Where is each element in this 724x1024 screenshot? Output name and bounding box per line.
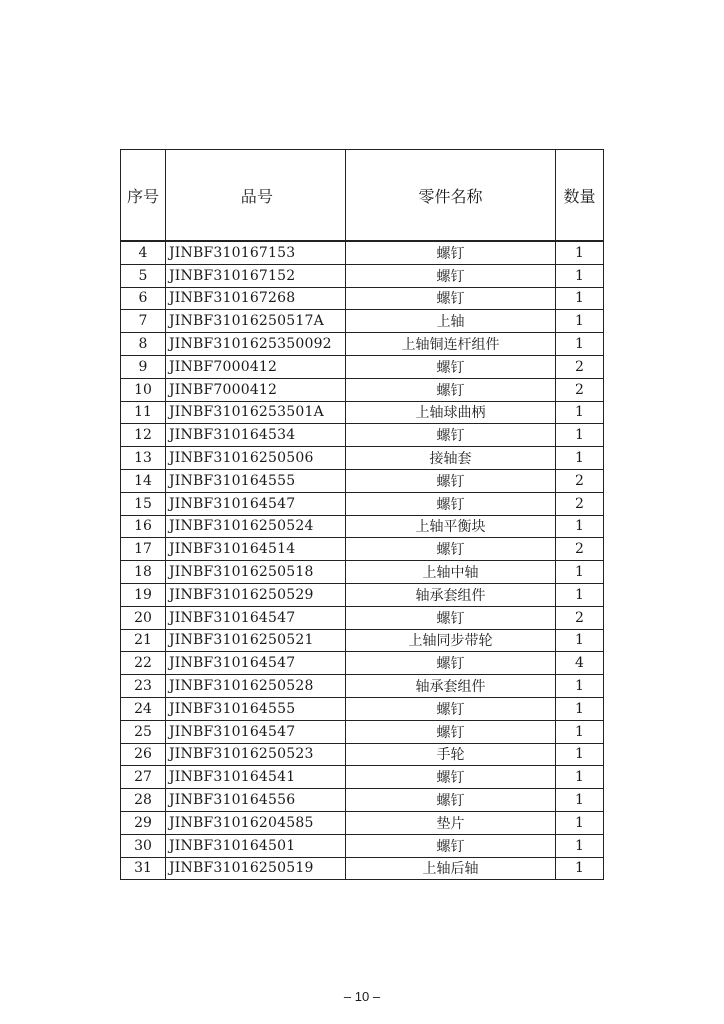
- row-seq: 26: [121, 743, 166, 766]
- row-quantity: 1: [556, 811, 604, 834]
- row-part-number: JINBF31016250518: [166, 561, 346, 584]
- page-number: – 10 –: [343, 989, 381, 1004]
- row-quantity: 1: [556, 766, 604, 789]
- row-part-name: 接轴套: [346, 447, 556, 470]
- row-part-number: JINBF31016250524: [166, 515, 346, 538]
- row-quantity: 2: [556, 355, 604, 378]
- row-seq: 24: [121, 697, 166, 720]
- table-row: [121, 743, 604, 766]
- row-part-name: 螺钉: [346, 424, 556, 447]
- table-row: [121, 469, 604, 492]
- row-part-name: 螺钉: [346, 697, 556, 720]
- table-row: [121, 378, 604, 401]
- row-seq: 12: [121, 424, 166, 447]
- row-quantity: 1: [556, 401, 604, 424]
- row-part-number: JINBF310164547: [166, 606, 346, 629]
- row-part-number: JINBF7000412: [166, 378, 346, 401]
- row-part-name: 螺钉: [346, 834, 556, 857]
- header-seq: 序号: [121, 150, 166, 242]
- row-part-number: JINBF310164501: [166, 834, 346, 857]
- row-part-name: 上轴平衡块: [346, 515, 556, 538]
- row-part-number: JINBF310164541: [166, 766, 346, 789]
- table-row: [121, 697, 604, 720]
- row-seq: 10: [121, 378, 166, 401]
- row-part-number: JINBF31016250517A: [166, 310, 346, 333]
- row-part-name: 螺钉: [346, 287, 556, 310]
- row-part-name: 螺钉: [346, 652, 556, 675]
- row-part-number: JINBF31016250529: [166, 583, 346, 606]
- table-row: [121, 492, 604, 515]
- table-row: [121, 241, 604, 264]
- parts-list-table: [120, 149, 604, 880]
- row-seq: 14: [121, 469, 166, 492]
- row-seq: 19: [121, 583, 166, 606]
- row-quantity: 1: [556, 515, 604, 538]
- table-row: [121, 424, 604, 447]
- row-part-name: 轴承套组件: [346, 583, 556, 606]
- row-part-number: JINBF310167152: [166, 264, 346, 287]
- row-part-number: JINBF31016250506: [166, 447, 346, 470]
- header-quantity: 数量: [556, 150, 604, 242]
- row-seq: 22: [121, 652, 166, 675]
- row-part-name: 螺钉: [346, 355, 556, 378]
- row-seq: 4: [121, 241, 166, 264]
- table-header: [121, 150, 604, 242]
- row-quantity: 2: [556, 469, 604, 492]
- table-row: [121, 583, 604, 606]
- row-part-name: 螺钉: [346, 378, 556, 401]
- row-part-number: JINBF310164556: [166, 789, 346, 812]
- table-row: [121, 561, 604, 584]
- row-part-number: JINBF310164555: [166, 697, 346, 720]
- row-part-number: JINBF310164534: [166, 424, 346, 447]
- row-seq: 25: [121, 720, 166, 743]
- row-part-name: 上轴: [346, 310, 556, 333]
- row-quantity: 1: [556, 561, 604, 584]
- row-part-name: 螺钉: [346, 538, 556, 561]
- row-seq: 18: [121, 561, 166, 584]
- row-seq: 28: [121, 789, 166, 812]
- row-part-number: JINBF31016250528: [166, 675, 346, 698]
- row-quantity: 2: [556, 492, 604, 515]
- row-part-number: JINBF310167268: [166, 287, 346, 310]
- row-part-name: 上轴同步带轮: [346, 629, 556, 652]
- row-quantity: 1: [556, 424, 604, 447]
- row-part-number: JINBF31016253501A: [166, 401, 346, 424]
- row-seq: 17: [121, 538, 166, 561]
- row-seq: 5: [121, 264, 166, 287]
- header-part-name: 零件名称: [346, 150, 556, 242]
- row-seq: 15: [121, 492, 166, 515]
- table-row: [121, 355, 604, 378]
- row-part-number: JINBF310164547: [166, 492, 346, 515]
- row-part-number: JINBF310167153: [166, 241, 346, 264]
- row-part-name: 螺钉: [346, 469, 556, 492]
- row-quantity: 1: [556, 629, 604, 652]
- row-seq: 31: [121, 857, 166, 880]
- row-part-number: JINBF310164514: [166, 538, 346, 561]
- row-quantity: 1: [556, 583, 604, 606]
- row-seq: 6: [121, 287, 166, 310]
- table-row: [121, 606, 604, 629]
- row-part-name: 上轴中轴: [346, 561, 556, 584]
- table-row: [121, 515, 604, 538]
- row-part-number: JINBF7000412: [166, 355, 346, 378]
- table-row: [121, 333, 604, 356]
- row-quantity: 1: [556, 241, 604, 264]
- table-row: [121, 766, 604, 789]
- row-part-name: 上轴球曲柄: [346, 401, 556, 424]
- row-seq: 16: [121, 515, 166, 538]
- row-part-number: JINBF31016204585: [166, 811, 346, 834]
- row-part-name: 螺钉: [346, 766, 556, 789]
- table-body: [121, 241, 604, 880]
- row-quantity: 1: [556, 287, 604, 310]
- row-quantity: 1: [556, 333, 604, 356]
- row-quantity: 1: [556, 447, 604, 470]
- table-row: [121, 811, 604, 834]
- row-part-name: 螺钉: [346, 720, 556, 743]
- row-part-name: 上轴铜连杆组件: [346, 333, 556, 356]
- table-row: [121, 652, 604, 675]
- table-row: [121, 310, 604, 333]
- row-quantity: 1: [556, 675, 604, 698]
- row-seq: 20: [121, 606, 166, 629]
- row-seq: 29: [121, 811, 166, 834]
- row-part-name: 轴承套组件: [346, 675, 556, 698]
- table-row: [121, 447, 604, 470]
- header-part-number: 品号: [166, 150, 346, 242]
- row-part-number: JINBF310164547: [166, 720, 346, 743]
- row-part-number: JINBF310164547: [166, 652, 346, 675]
- row-quantity: 1: [556, 743, 604, 766]
- row-part-name: 螺钉: [346, 789, 556, 812]
- table-row: [121, 675, 604, 698]
- table-row: [121, 629, 604, 652]
- row-quantity: 1: [556, 857, 604, 880]
- table-row: [121, 857, 604, 880]
- row-quantity: 2: [556, 538, 604, 561]
- row-seq: 30: [121, 834, 166, 857]
- row-part-name: 手轮: [346, 743, 556, 766]
- table-row: [121, 789, 604, 812]
- row-seq: 27: [121, 766, 166, 789]
- row-part-name: 螺钉: [346, 241, 556, 264]
- row-part-name: 螺钉: [346, 264, 556, 287]
- table-row: [121, 834, 604, 857]
- row-quantity: 1: [556, 264, 604, 287]
- table-row: [121, 287, 604, 310]
- row-seq: 21: [121, 629, 166, 652]
- row-quantity: 1: [556, 789, 604, 812]
- row-part-name: 垫片: [346, 811, 556, 834]
- row-part-number: JINBF31016250519: [166, 857, 346, 880]
- row-quantity: 1: [556, 720, 604, 743]
- row-part-number: JINBF310164555: [166, 469, 346, 492]
- row-seq: 13: [121, 447, 166, 470]
- table-row: [121, 401, 604, 424]
- row-part-name: 上轴后轴: [346, 857, 556, 880]
- row-seq: 8: [121, 333, 166, 356]
- row-part-number: JINBF3101625350092: [166, 333, 346, 356]
- table-row: [121, 538, 604, 561]
- row-quantity: 1: [556, 697, 604, 720]
- row-quantity: 2: [556, 606, 604, 629]
- table-row: [121, 720, 604, 743]
- row-quantity: 1: [556, 834, 604, 857]
- header-row: [121, 150, 604, 242]
- row-part-name: 螺钉: [346, 492, 556, 515]
- row-quantity: 1: [556, 310, 604, 333]
- row-quantity: 2: [556, 378, 604, 401]
- table-row: [121, 264, 604, 287]
- row-seq: 9: [121, 355, 166, 378]
- row-seq: 23: [121, 675, 166, 698]
- row-seq: 11: [121, 401, 166, 424]
- row-part-number: JINBF31016250521: [166, 629, 346, 652]
- row-seq: 7: [121, 310, 166, 333]
- row-part-name: 螺钉: [346, 606, 556, 629]
- row-quantity: 4: [556, 652, 604, 675]
- row-part-number: JINBF31016250523: [166, 743, 346, 766]
